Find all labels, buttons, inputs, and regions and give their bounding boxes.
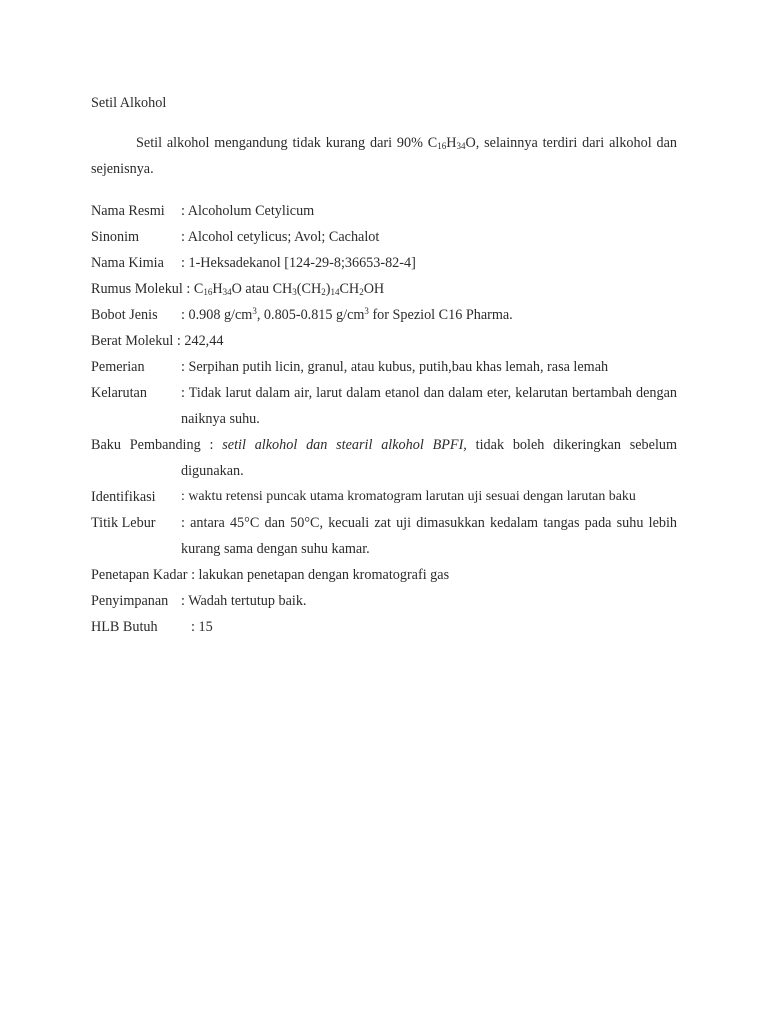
- document-title: Setil Alkohol: [91, 95, 167, 111]
- bobot-jenis-part: : 0.908 g/cm: [181, 307, 253, 323]
- properties-list: [91, 198, 677, 640]
- baku-pembanding-rest: tidak boleh dikeringkan sebelum: [475, 437, 678, 453]
- property-value: : 1-Heksadekanol [124-29-8;36653-82-4]: [181, 255, 416, 271]
- property-colon: :: [209, 437, 214, 453]
- property-penyimpanan: [91, 588, 677, 614]
- property-value: : antara 45°C dan 50°C, kecuali zat uji dimasukkan kedalam tangas pada suhu lebih kurang sama dengan suhu kamar.: [181, 515, 677, 557]
- property-titik-lebur: [91, 510, 677, 562]
- property-label: Penetapan Kadar: [91, 567, 188, 583]
- property-value: : waktu retensi puncak utama kromatogram larutan uji sesuai dengan larutan baku: [181, 489, 636, 504]
- property-label-inline: [91, 328, 223, 354]
- property-value: : Wadah tertutup baik.: [181, 593, 307, 609]
- intro-sub-b: 34: [456, 141, 466, 151]
- formula-h: H: [212, 281, 223, 297]
- formula-c: C: [193, 281, 204, 297]
- property-pemerian: [91, 354, 677, 380]
- property-label: Identifikasi: [91, 489, 156, 505]
- property-kelarutan: [91, 380, 677, 432]
- property-label: Nama Kimia: [91, 255, 164, 271]
- intro-sub-a: 16: [437, 141, 447, 151]
- property-value: digunakan.: [181, 463, 244, 479]
- property-label: Kelarutan: [91, 385, 147, 401]
- property-label: HLB Butuh: [91, 619, 158, 635]
- property-identifikasi: [91, 484, 677, 510]
- bobot-jenis-part: for Speziol C16 Pharma.: [368, 307, 513, 323]
- property-label: Berat Molekul: [91, 333, 174, 349]
- property-label: Sinonim: [91, 229, 140, 245]
- formula-sub: 14: [330, 287, 340, 297]
- formula-sub: 3: [292, 287, 297, 297]
- property-baku-pembanding: [91, 432, 677, 458]
- property-berat-molekul: [91, 328, 677, 354]
- property-bobot-jenis: [91, 302, 677, 328]
- property-label: Rumus Molekul: [91, 281, 183, 297]
- property-value: : Alcohol cetylicus; Avol; Cachalot: [181, 229, 380, 245]
- property-label-inline: [91, 276, 384, 302]
- property-label-inline: [91, 562, 449, 588]
- property-label: Pemerian: [91, 359, 145, 375]
- property-nama-resmi: [91, 198, 677, 224]
- property-value: : 15: [191, 619, 213, 635]
- formula-sub: 2: [359, 287, 364, 297]
- intro-text-c: O, selainnya terdiri dari alkohol dan sejenisnya.: [91, 135, 677, 177]
- formula-ch: CH: [339, 281, 360, 297]
- intro-text-b: H: [446, 135, 457, 151]
- formula-o-atau-ch: O atau CH: [231, 281, 293, 297]
- property-value: : Serpihan putih licin, granul, atau kubus, putih,bau khas lemah, rasa lemah: [181, 359, 609, 375]
- baku-pembanding-italic: setil alkohol dan stearil alkohol BPFI,: [222, 437, 467, 453]
- property-colon: :: [186, 281, 191, 297]
- property-rumus-molekul: [91, 276, 677, 302]
- property-sinonim: [91, 224, 677, 250]
- formula-close: ): [325, 281, 331, 297]
- intro-text-a: Setil alkohol mengandung tidak kurang dari 90% C: [136, 135, 438, 151]
- property-penetapan-kadar: [91, 562, 677, 588]
- intro-paragraph: [91, 130, 677, 182]
- property-baku-pembanding-cont: [91, 458, 677, 484]
- property-value: : Alcoholum Cetylicum: [181, 203, 315, 219]
- property-value: : 242,44: [176, 333, 224, 349]
- formula-sub: 16: [203, 287, 213, 297]
- property-label: Bobot Jenis: [91, 307, 158, 323]
- property-value: : Tidak larut dalam air, larut dalam etanol dan dalam eter, kelarutan bertambah dengan naiknya suhu.: [181, 385, 677, 427]
- formula-oh: OH: [363, 281, 385, 297]
- bobot-jenis-part: , 0.805-0.815 g/cm: [256, 307, 365, 323]
- formula-sub: 34: [222, 287, 232, 297]
- formula-ch-open: (CH: [296, 281, 322, 297]
- superscript: 3: [252, 306, 257, 316]
- property-label: Baku Pembanding: [91, 437, 201, 453]
- superscript: 3: [364, 306, 369, 316]
- property-label: Nama Resmi: [91, 203, 165, 219]
- property-label: Penyimpanan: [91, 593, 169, 609]
- property-label: Titik Lebur: [91, 515, 156, 531]
- property-value: : lakukan penetapan dengan kromatografi gas: [191, 567, 450, 583]
- property-nama-kimia: [91, 250, 677, 276]
- property-value: [181, 302, 677, 328]
- formula-sub: 2: [321, 287, 326, 297]
- property-hlb-butuh: [91, 614, 677, 640]
